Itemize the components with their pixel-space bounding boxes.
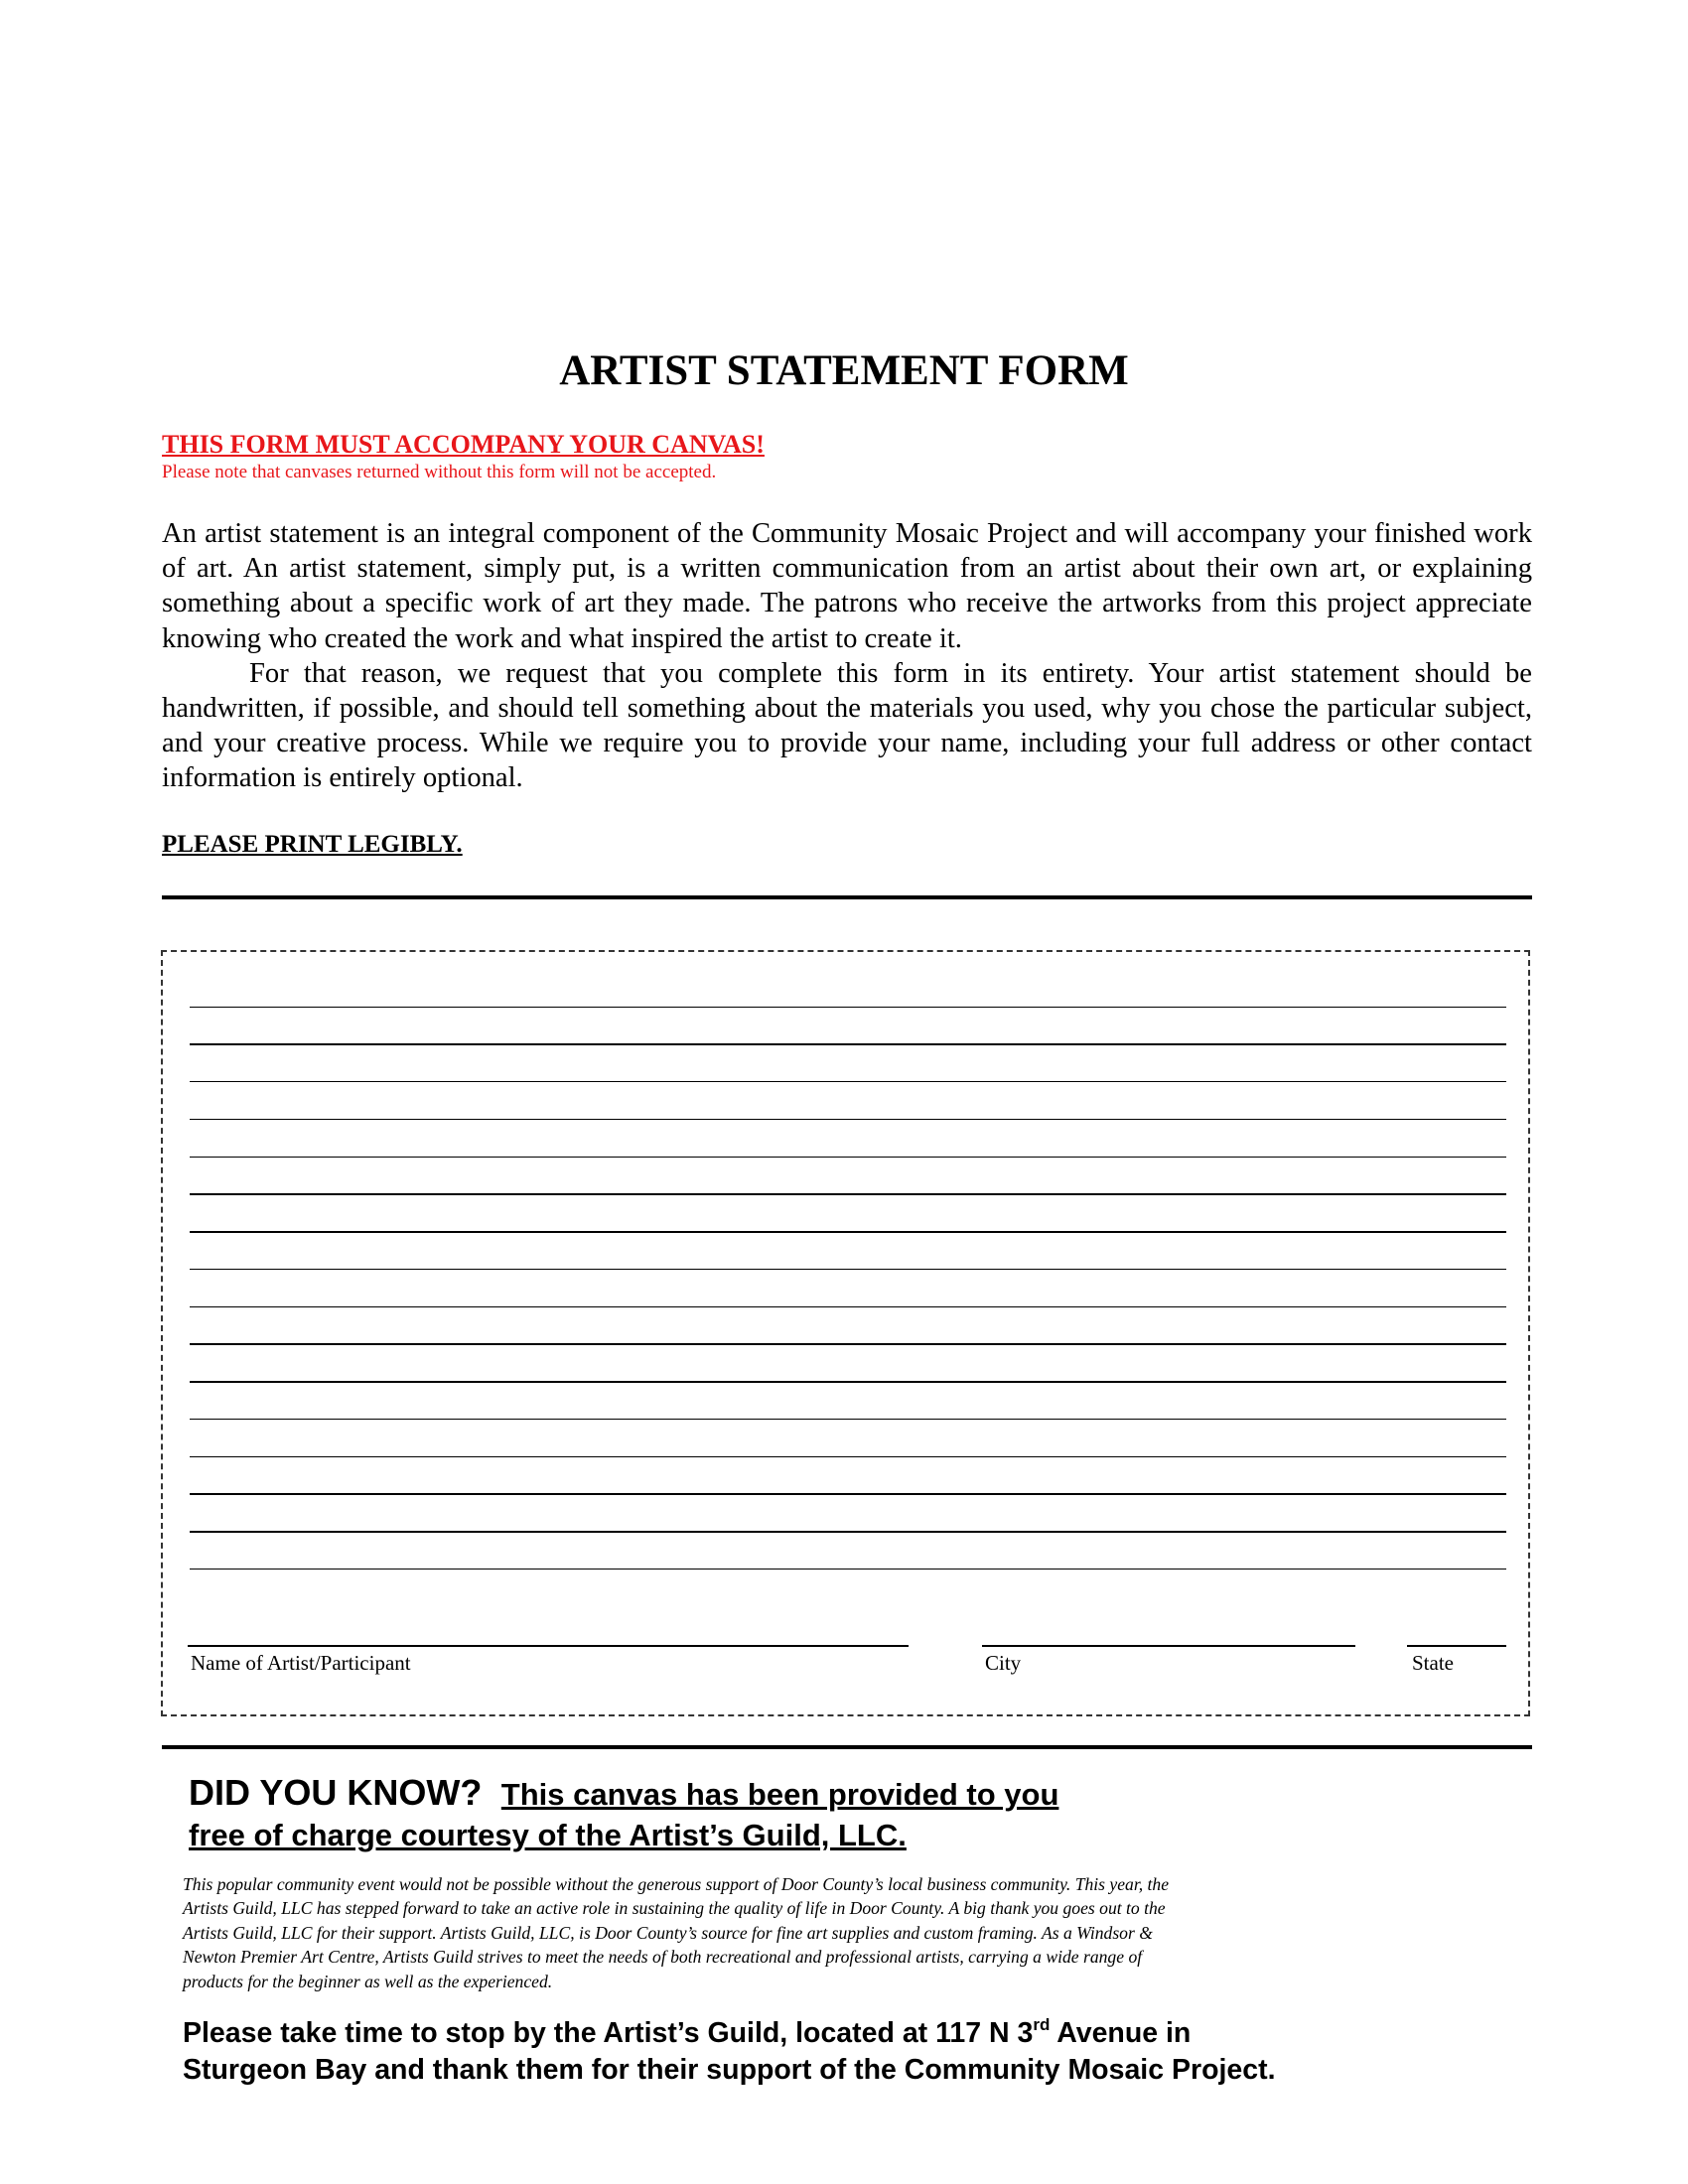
statement-writing-line[interactable] xyxy=(190,1043,1506,1045)
statement-writing-line[interactable] xyxy=(190,1531,1506,1533)
city-label: City xyxy=(985,1651,1022,1675)
closing-message xyxy=(183,2015,1276,2089)
closing-superscript: rd xyxy=(1033,2015,1051,2034)
closing-line-2: Sturgeon Bay and thank them for their support of the Community Mosaic Project. xyxy=(183,2054,1276,2086)
sponsor-paragraph: This popular community event would not be possible without the generous support of Door County’s local business community. This year, the Artists Guild, LLC has stepped forward to take an active role in sustaining the quality of life in Door County. A big thank you goes out to the Artists Guild, LLC for their support. Artists Guild, LLC, is Door County’s source for fine art supplies and custom framing. As a Windsor & Newton Premier Art Centre, Artists Guild strives to meet the needs of both recreational and professional artists, carrying a wide range of products for the beginner as well as the experienced. xyxy=(183,1874,1170,1991)
closing-text-part-1: Please take time to stop by the Artist’s Guild, located at 117 N 3 xyxy=(183,2017,1034,2049)
closing-text-part-2: Avenue in xyxy=(1050,2017,1192,2049)
print-legibly-instruction: PLEASE PRINT LEGIBLY. xyxy=(162,831,463,858)
statement-writing-line[interactable] xyxy=(190,1269,1506,1270)
statement-writing-line[interactable] xyxy=(190,1081,1506,1082)
intro-paragraph-2: For that reason, we request that you complete this form in its entirety. Your artist statement should be handwritten, if possible, and should tell something about the materials you used, why you chose the particular subject, and your creative process. While we require you to provide your name, including your full address or other contact information is entirely optional. xyxy=(162,657,1532,794)
statement-writing-line[interactable] xyxy=(190,1381,1506,1383)
divider-top xyxy=(162,895,1532,899)
statement-writing-line[interactable] xyxy=(190,1569,1506,1570)
statement-writing-line[interactable] xyxy=(190,1456,1506,1457)
intro-paragraph-1: An artist statement is an integral component of the Community Mosaic Project and will accompany your finished work of art. An artist statement, simply put, is a written communication from an artist about their own art, or explaining something about a specific work of art they made. The patrons who receive the artworks from this project appreciate knowing who created the work and what inspired the artist to create it. xyxy=(162,518,1532,654)
statement-writing-line[interactable] xyxy=(190,1493,1506,1495)
state-field[interactable] xyxy=(1407,1645,1506,1647)
artist-name-field[interactable] xyxy=(188,1645,909,1647)
statement-writing-line[interactable] xyxy=(190,1119,1506,1120)
canvas-warning-heading: THIS FORM MUST ACCOMPANY YOUR CANVAS! xyxy=(162,430,765,459)
canvas-warning-note: Please note that canvases returned without this form will not be accepted. xyxy=(162,462,717,482)
did-you-know-line-2: free of charge courtesy of the Artist’s Guild, LLC. xyxy=(189,1818,907,1852)
intro-text xyxy=(162,516,1532,796)
statement-writing-line[interactable] xyxy=(190,1157,1506,1158)
statement-writing-line[interactable] xyxy=(190,1193,1506,1195)
artist-name-label: Name of Artist/Participant xyxy=(191,1651,411,1675)
statement-writing-line[interactable] xyxy=(190,1306,1506,1307)
divider-bottom xyxy=(162,1745,1532,1749)
state-label: State xyxy=(1412,1651,1454,1675)
did-you-know-canvas-note: This canvas has been provided to you xyxy=(500,1777,1059,1812)
statement-writing-line[interactable] xyxy=(190,1419,1506,1420)
did-you-know-heading: DID YOU KNOW? xyxy=(189,1772,483,1813)
page-title: ARTIST STATEMENT FORM xyxy=(559,347,1129,394)
city-field[interactable] xyxy=(982,1645,1355,1647)
statement-writing-line[interactable] xyxy=(190,1231,1506,1233)
statement-writing-line[interactable] xyxy=(190,1007,1506,1008)
closing-line-1 xyxy=(183,2015,1276,2052)
statement-writing-line[interactable] xyxy=(190,1343,1506,1345)
did-you-know-line-1 xyxy=(189,1773,1058,1815)
statement-form-box xyxy=(161,950,1530,1716)
